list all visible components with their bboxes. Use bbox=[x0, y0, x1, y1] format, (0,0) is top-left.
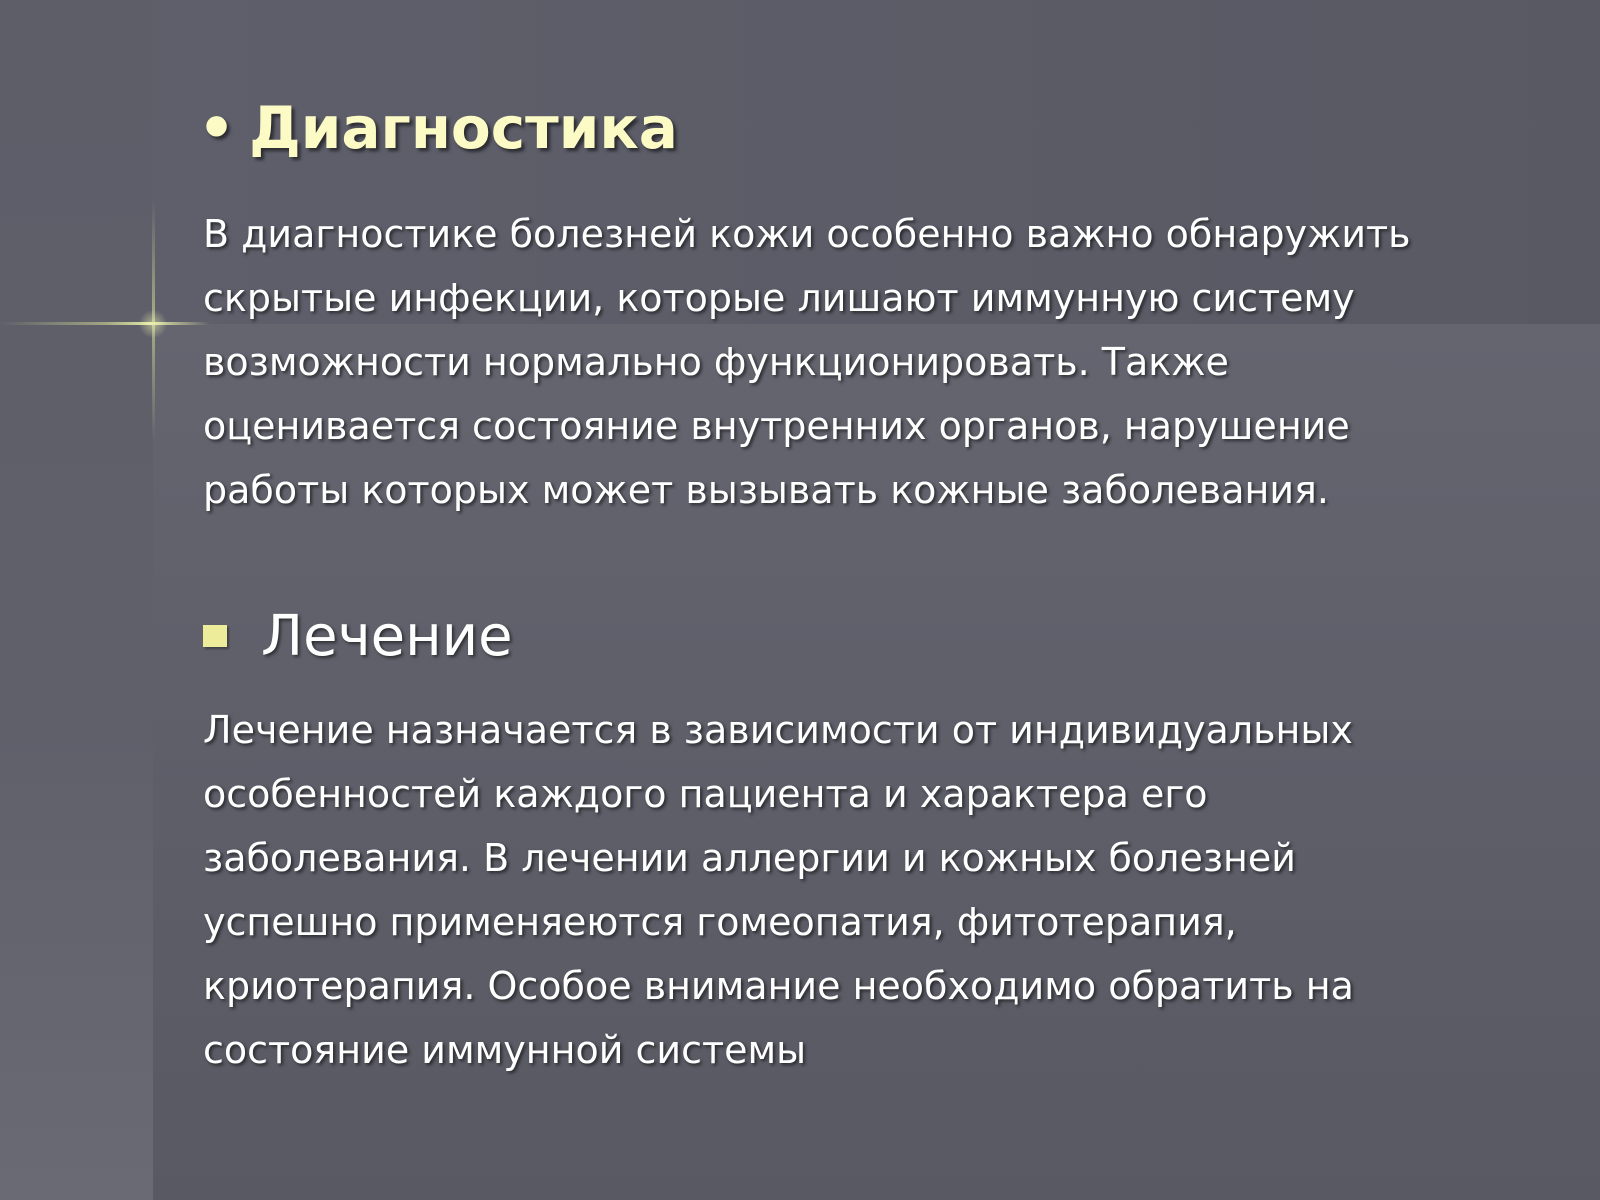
sparkle-star-icon bbox=[138, 310, 168, 338]
treatment-paragraph: Лечение назначается в зависимости от индивидуальных особенностей каждого пациента и характера его заболевания. В лечении аллергии и кожных болезней успешно применяеются гомеопатия, фитотерапия, криотерапия. Особое внимание необходимо обратить на состояние иммунной системы bbox=[203, 708, 1354, 1072]
treatment-heading bbox=[203, 596, 513, 676]
background-left-panel bbox=[0, 0, 153, 1200]
diagnostics-title: Диагностика bbox=[249, 94, 678, 162]
diagnostics-paragraph: В диагностике болезней кожи особенно важно обнаружить скрытые инфекции, которые лишают иммунную систему возможности нормально функционировать. Также оценивается состояние внутренних органов, нарушение работы которых может вызывать кожные заболевания. bbox=[203, 212, 1411, 512]
sparkle-horizontal-line bbox=[0, 322, 210, 325]
round-bullet-icon: • bbox=[198, 94, 236, 162]
square-bullet-icon bbox=[203, 625, 227, 647]
diagnostics-heading bbox=[198, 92, 678, 164]
treatment-title: Лечение bbox=[261, 603, 513, 669]
